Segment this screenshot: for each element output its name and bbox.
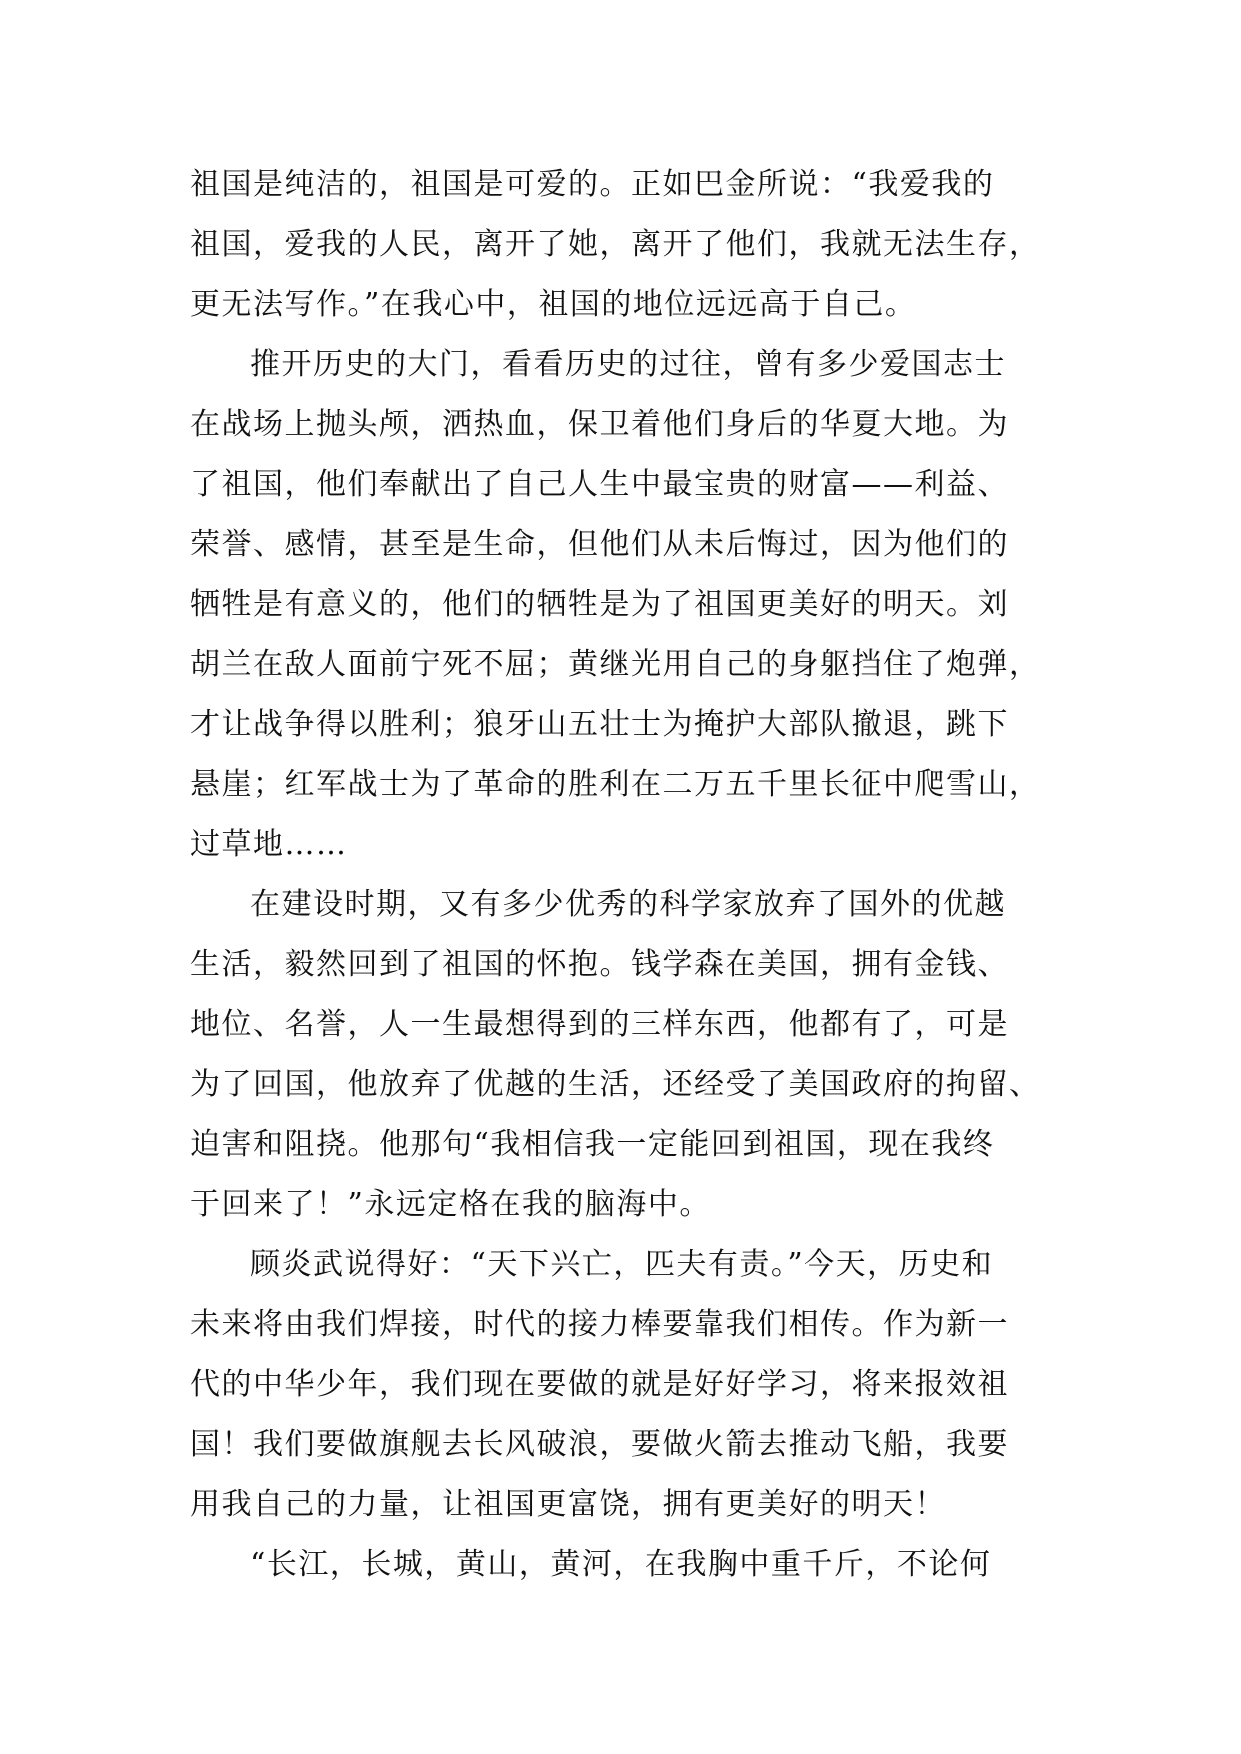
text-line: 推开历史的大门，看看历史的过往，曾有多少爱国志士	[250, 347, 1006, 382]
text-line: 迫害和阻挠。他那句“我相信我一定能回到祖国，现在我终	[190, 1127, 995, 1162]
text-line: 未来将由我们焊接，时代的接力棒要靠我们相传。作为新一	[190, 1307, 1009, 1342]
text-line: 用我自己的力量，让祖国更富饶，拥有更美好的明天！	[190, 1487, 946, 1522]
text-line: “长江，长城，黄山，黄河，在我胸中重千斤，不论何	[250, 1547, 992, 1582]
text-line: 悬崖；红军战士为了革命的胜利在二万五千里长征中爬雪山，	[190, 767, 1041, 802]
text-line: 国！我们要做旗舰去长风破浪，要做火箭去推动飞船，我要	[190, 1427, 1009, 1462]
text-line: 才让战争得以胜利；狼牙山五壮士为掩护大部队撤退，跳下	[190, 707, 1009, 742]
text-line: 代的中华少年，我们现在要做的就是好好学习，将来报效祖	[190, 1367, 1009, 1402]
text-line: 在建设时期，又有多少优秀的科学家放弃了国外的优越	[250, 887, 1006, 922]
text-line: 荣誉、感情，甚至是生命，但他们从未后悔过，因为他们的	[190, 527, 1009, 562]
text-line: 牺牲是有意义的，他们的牺牲是为了祖国更美好的明天。刘	[190, 587, 1009, 622]
document-body	[190, 155, 1060, 1595]
text-line: 了祖国，他们奉献出了自己人生中最宝贵的财富——利益、	[190, 467, 1009, 502]
text-line: 为了回国，他放弃了优越的生活，还经受了美国政府的拘留、	[190, 1067, 1041, 1102]
text-line: 顾炎武说得好：“天下兴亡，匹夫有责。”今天，历史和	[250, 1247, 994, 1282]
text-line: 更无法写作。”在我心中，祖国的地位远远高于自己。	[190, 287, 917, 322]
text-line: 地位、名誉，人一生最想得到的三样东西，他都有了，可是	[190, 1007, 1009, 1042]
text-line: 过草地……	[190, 827, 348, 862]
text-line: 祖国，爱我的人民，离开了她，离开了他们，我就无法生存，	[190, 227, 1041, 262]
paragraph	[190, 155, 1060, 335]
text-line: 生活，毅然回到了祖国的怀抱。钱学森在美国，拥有金钱、	[190, 947, 1009, 982]
paragraph	[190, 875, 1060, 1235]
paragraph	[190, 335, 1060, 875]
paragraph	[190, 1535, 1060, 1595]
paragraph	[190, 1235, 1060, 1535]
text-line: 在战场上抛头颅，洒热血，保卫着他们身后的华夏大地。为	[190, 407, 1009, 442]
text-line: 祖国是纯洁的，祖国是可爱的。正如巴金所说：“我爱我的	[190, 167, 995, 202]
text-line: 于回来了！”永远定格在我的脑海中。	[190, 1187, 711, 1222]
text-line: 胡兰在敌人面前宁死不屈；黄继光用自己的身躯挡住了炮弹，	[190, 647, 1041, 682]
